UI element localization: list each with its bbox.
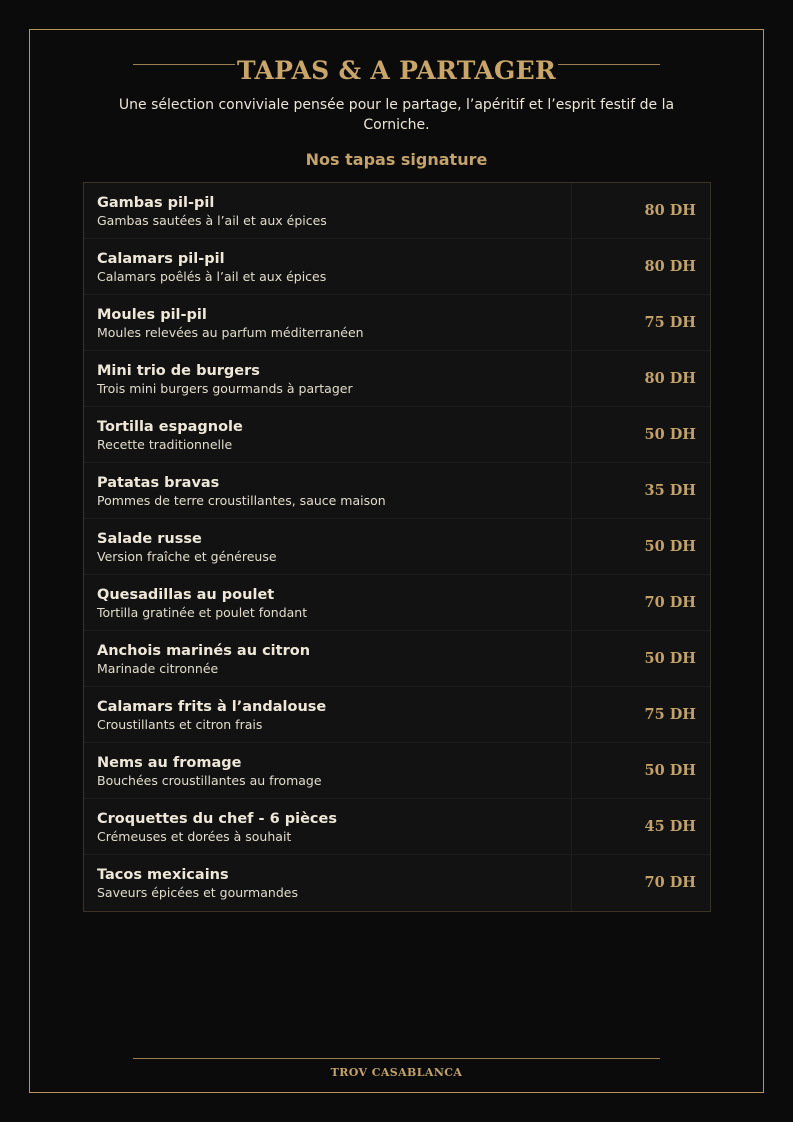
- item-price: 75 DH: [644, 706, 696, 723]
- menu-row: [84, 743, 710, 799]
- item-price: 70 DH: [644, 594, 696, 611]
- section-title: Nos tapas signature: [305, 150, 488, 169]
- menu-row: [84, 687, 710, 743]
- menu-row: [84, 239, 710, 295]
- menu-row: [84, 519, 710, 575]
- item-name: Tacos mexicains: [97, 867, 229, 883]
- footer-brand: TROV CASABLANCA: [330, 1066, 463, 1079]
- menu-row: [84, 407, 710, 463]
- item-price: 80 DH: [644, 258, 696, 275]
- column-divider: [571, 183, 572, 238]
- item-name: Salade russe: [97, 531, 202, 547]
- item-name: Croquettes du chef - 6 pièces: [97, 811, 337, 827]
- menu-row: [84, 855, 710, 911]
- item-name: Mini trio de burgers: [97, 363, 260, 379]
- column-divider: [571, 575, 572, 630]
- column-divider: [571, 463, 572, 518]
- item-description: Version fraîche et généreuse: [97, 549, 277, 564]
- item-price: 80 DH: [644, 202, 696, 219]
- item-description: Crémeuses et dorées à souhait: [97, 829, 292, 844]
- column-divider: [571, 519, 572, 574]
- page-subtitle: Une sélection conviviale pensée pour le partage, l’apéritif et l’esprit festif de la Corniche.: [118, 97, 675, 133]
- item-name: Calamars frits à l’andalouse: [97, 699, 327, 715]
- page-title: [0, 54, 793, 88]
- menu-row: [84, 183, 710, 239]
- item-price: 50 DH: [644, 762, 696, 779]
- column-divider: [571, 631, 572, 686]
- item-price: 80 DH: [644, 370, 696, 387]
- column-divider: [571, 687, 572, 742]
- item-price: 70 DH: [644, 874, 696, 891]
- menu-row: [84, 463, 710, 519]
- menu-row: [84, 295, 710, 351]
- item-description: Trois mini burgers gourmands à partager: [97, 381, 353, 396]
- column-divider: [571, 295, 572, 350]
- item-description: Calamars poêlés à l’ail et aux épices: [97, 269, 327, 284]
- item-description: Gambas sautées à l’ail et aux épices: [97, 213, 327, 228]
- item-price: 50 DH: [644, 538, 696, 555]
- column-divider: [571, 799, 572, 854]
- item-name: Tortilla espagnole: [97, 419, 243, 435]
- column-divider: [571, 351, 572, 406]
- item-description: Bouchées croustillantes au fromage: [97, 773, 322, 788]
- item-price: 35 DH: [644, 482, 696, 499]
- item-name: Patatas bravas: [97, 475, 220, 491]
- item-name: Gambas pil-pil: [97, 195, 215, 211]
- page-title-text: TAPAS & A PARTAGER: [236, 56, 557, 85]
- item-description: Moules relevées au parfum méditerranéen: [97, 325, 364, 340]
- item-price: 50 DH: [644, 650, 696, 667]
- column-divider: [571, 407, 572, 462]
- item-name: Calamars pil-pil: [97, 251, 225, 267]
- menu-table: [83, 182, 711, 912]
- footer-rule: [133, 1058, 660, 1059]
- item-name: Nems au fromage: [97, 755, 242, 771]
- column-divider: [571, 743, 572, 798]
- column-divider: [571, 239, 572, 294]
- column-divider: [571, 855, 572, 911]
- item-description: Tortilla gratinée et poulet fondant: [97, 605, 308, 620]
- menu-row: [84, 799, 710, 855]
- item-description: Pommes de terre croustillantes, sauce maison: [97, 493, 386, 508]
- item-price: 75 DH: [644, 314, 696, 331]
- item-description: Recette traditionnelle: [97, 437, 233, 452]
- item-price: 45 DH: [644, 818, 696, 835]
- menu-row: [84, 351, 710, 407]
- item-price: 50 DH: [644, 426, 696, 443]
- item-name: Moules pil-pil: [97, 307, 207, 323]
- item-description: Croustillants et citron frais: [97, 717, 263, 732]
- item-description: Marinade citronnée: [97, 661, 219, 676]
- item-name: Quesadillas au poulet: [97, 587, 275, 603]
- item-name: Anchois marinés au citron: [97, 643, 311, 659]
- menu-row: [84, 631, 710, 687]
- menu-row: [84, 575, 710, 631]
- item-description: Saveurs épicées et gourmandes: [97, 885, 298, 900]
